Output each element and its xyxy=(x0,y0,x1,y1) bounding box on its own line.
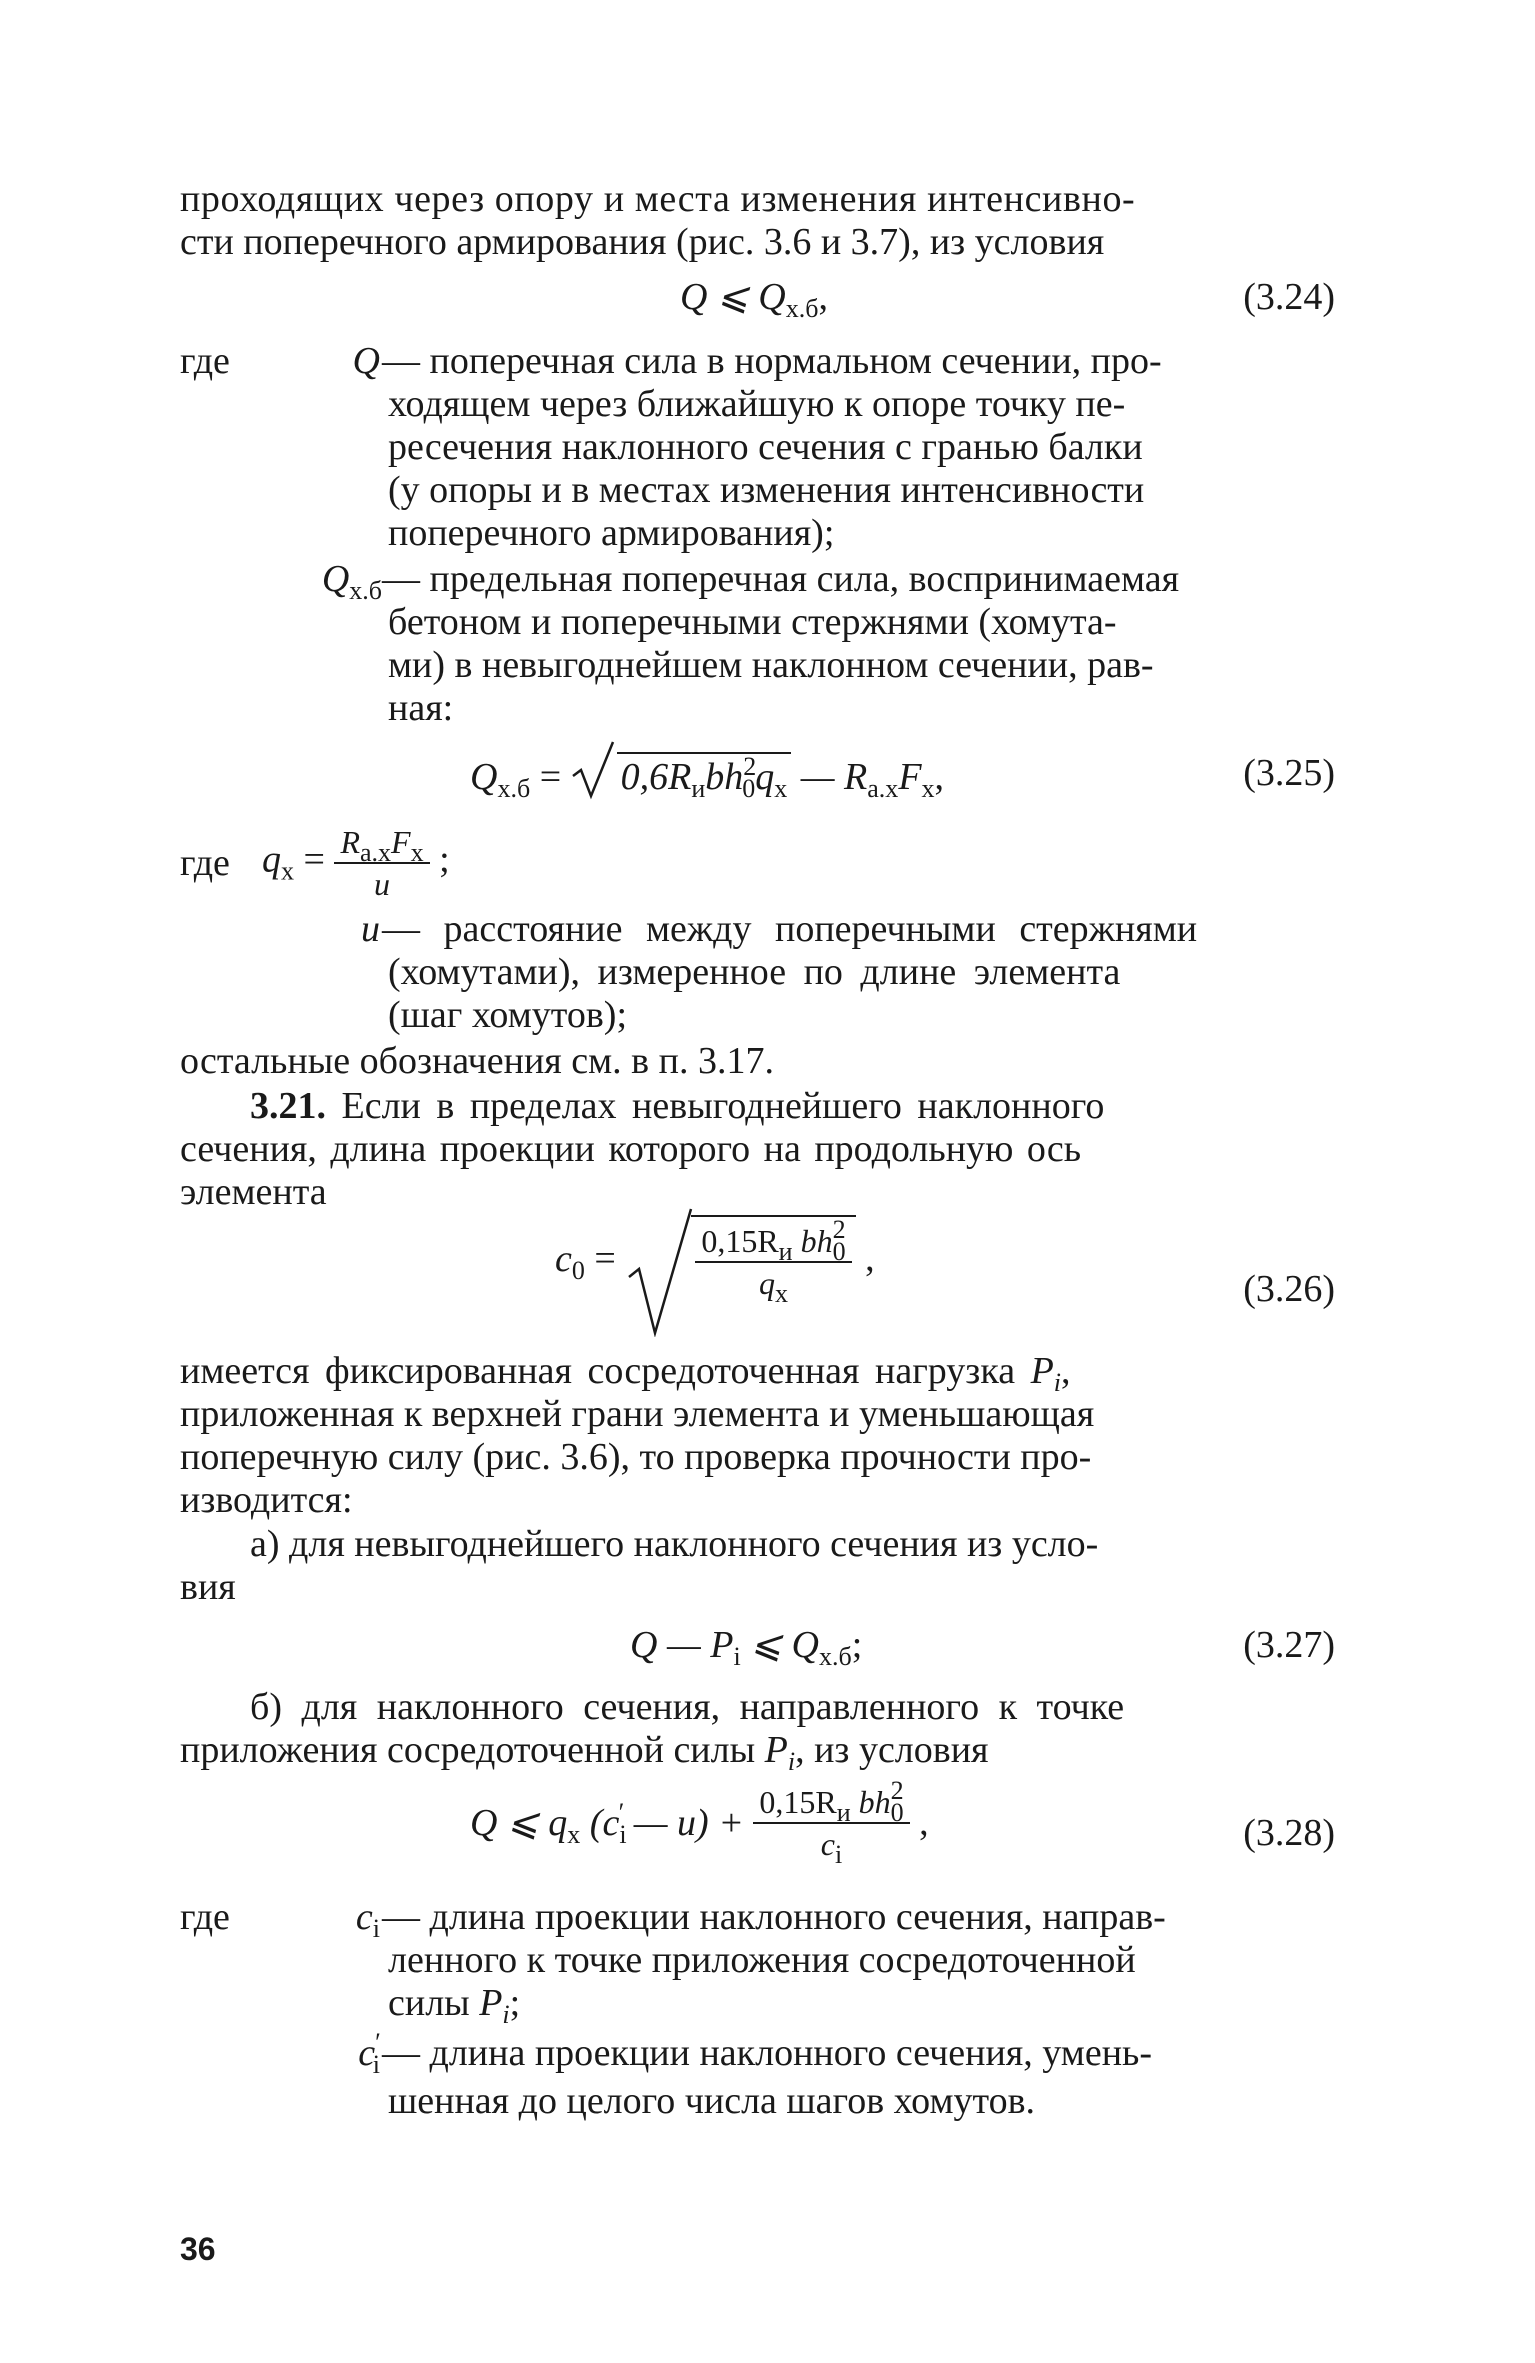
equation-3-25 xyxy=(470,752,945,803)
eq-3-27-tail: ; xyxy=(851,1624,863,1666)
eq-3-24-tail: , xyxy=(818,276,828,318)
section-3-21-number: 3.21. xyxy=(250,1085,326,1127)
eq-3-27-op: ⩽ Q xyxy=(740,1624,819,1666)
eq-3-27-lhs: Q — P xyxy=(630,1624,734,1666)
rest-notation: остальные обозначения см. в п. 3.17. xyxy=(180,1040,774,1082)
term-Qxb-sym: Q xyxy=(321,558,350,600)
para2-line-1 xyxy=(180,1350,1071,1397)
term-cpi xyxy=(250,2028,381,2079)
term-ci xyxy=(250,1896,380,1943)
eq-3-26-tail: , xyxy=(865,1237,875,1280)
qx-sym: q xyxy=(262,838,281,881)
qx-num-R-sub: а.х xyxy=(359,838,392,867)
eq-3-28-num-a: 0,15R xyxy=(759,1784,837,1820)
Qxb-desc-2: бетоном и поперечными стержнями (хомута- xyxy=(388,601,1117,643)
eq-3-25-lhs: Q xyxy=(470,756,498,798)
section-3-21-text-1: Если в пределах невыгоднейшего наклонного xyxy=(326,1085,1105,1127)
eq-3-25-rad-a: 0,6R xyxy=(620,756,692,798)
Q-desc-3: ресечения наклонного сечения с гранью балки xyxy=(388,426,1143,468)
eq-3-25-minus: — R xyxy=(800,756,868,798)
eq-3-25-rad-b: bh xyxy=(705,756,744,798)
eq-3-25-sqrt xyxy=(571,752,792,803)
para3-b2a: приложения сосредоточенной силы xyxy=(180,1729,765,1771)
eq-3-26-den-sub: х xyxy=(774,1279,788,1308)
term-cpi-sub: i xyxy=(372,2050,380,2079)
ci-P-sub: i xyxy=(502,2000,510,2029)
eq-3-28-den: c xyxy=(820,1826,835,1862)
ci-end: ; xyxy=(509,1982,521,2024)
qx-num-F-sub: х xyxy=(410,838,424,867)
ci-desc-2: ленного к точке приложения сосредоточенной xyxy=(388,1939,1136,1981)
Qxb-desc-3: ми) в невыгоднейшем наклонном сечении, рав- xyxy=(388,644,1154,686)
eq-3-25-lhs-sub: х.б xyxy=(497,774,531,803)
term-ci-sym: c xyxy=(355,1896,373,1938)
eq-3-26-num-b: bh xyxy=(800,1223,833,1259)
Q-desc-4: (у опоры и в местах изменения интенсивности xyxy=(388,469,1145,511)
qx-tail: ; xyxy=(439,838,450,881)
para2-line-1b: , xyxy=(1061,1350,1071,1392)
qx-sub: х xyxy=(281,856,294,886)
term-cpi-sym: c xyxy=(358,2032,376,2074)
para3-b2b: , из условия xyxy=(795,1729,989,1771)
section-3-21-line-2: сечения, длина проекции которого на продольную ось xyxy=(180,1128,1082,1170)
term-u: u xyxy=(361,908,380,950)
para2-item-a-1: а) для невыгоднейшего наклонного сечения из усло- xyxy=(250,1523,1099,1565)
eq-3-25-rad-c: q xyxy=(755,756,775,798)
eq-3-28-lhs: Q ⩽ q xyxy=(470,1801,568,1844)
eq-3-26-num-a: 0,15R xyxy=(701,1223,779,1259)
u-desc-2: (хомутами), измеренное по длине элемента xyxy=(388,951,1121,993)
eq-3-28-paren-sub: i xyxy=(619,1819,627,1849)
eq-3-28-den-sub: i xyxy=(834,1840,843,1869)
para2-line-3: поперечную силу (рис. 3.6), то проверка прочности про- xyxy=(180,1436,1092,1478)
radical-sign-large-icon xyxy=(625,1207,695,1337)
eq-3-27-rhs-sub: х.б xyxy=(818,1642,852,1671)
equation-number-3-25: (3.25) xyxy=(1243,752,1335,794)
Qxb-desc-4: ная: xyxy=(388,687,454,729)
section-3-21-line-1 xyxy=(250,1085,1104,1128)
para3-item-b-2 xyxy=(180,1729,989,1776)
Qxb-desc-1: — предельная поперечная сила, воспринимаемая xyxy=(382,558,1180,600)
eq-3-28-paren-tail: — u) + xyxy=(624,1801,744,1844)
term-cpi-prime: ′ xyxy=(375,2028,381,2057)
eq-3-26-sqrt xyxy=(625,1215,855,1308)
eq-3-24-sub: х.б xyxy=(785,294,819,323)
eq-3-26-den: q xyxy=(758,1265,775,1301)
para2-line-1a: имеется фиксированная сосредоточенная нагрузка xyxy=(180,1350,1031,1392)
Q-desc-5: поперечного армирования); xyxy=(388,512,835,554)
qx-num-F: F xyxy=(391,824,411,860)
section-3-21-line-3: элемента xyxy=(180,1171,327,1213)
eq-3-26-num-a-sub: и xyxy=(778,1237,793,1266)
page-number: 36 xyxy=(180,2231,216,2267)
eq-3-28-num-b-sub: 0 xyxy=(890,1798,904,1827)
term-Qxb-sub: х.б xyxy=(349,576,382,605)
eq-3-25-rad-b-sup: 2 xyxy=(743,752,757,781)
eq-3-24-lhs: Q ⩽ Q xyxy=(680,276,786,318)
ci-desc-1: — длина проекции наклонного сечения, направ- xyxy=(382,1896,1166,1938)
where-label-1: где xyxy=(180,340,230,382)
qx-equals: = xyxy=(303,838,325,881)
para2-P: P xyxy=(1030,1350,1054,1392)
ci-desc-3-text: силы xyxy=(388,1982,480,2024)
eq-3-28-paren: (c xyxy=(580,1801,620,1844)
equation-3-27 xyxy=(630,1624,863,1671)
eq-3-25-rad-b-sub: 0 xyxy=(742,774,756,803)
term-Qxb xyxy=(220,558,382,605)
eq-3-25-rad-c-sub: х xyxy=(774,774,788,803)
equation-number-3-28: (3.28) xyxy=(1243,1812,1335,1854)
intro-line-2: сти поперечного армирования (рис. 3.6 и 3.7), из условия xyxy=(180,221,1105,263)
Q-desc-2: ходящем через ближайшую к опоре точку пе- xyxy=(388,383,1126,425)
qx-den: u xyxy=(374,866,390,902)
eq-3-25-F-sub: х xyxy=(921,774,935,803)
para2-item-a-2: вия xyxy=(180,1566,236,1608)
para3-P-sub: i xyxy=(787,1747,796,1776)
cpi-desc-1: — длина проекции наклонного сечения, умень- xyxy=(382,2032,1153,2074)
eq-3-25-rad-a-sub: и xyxy=(691,774,706,803)
equation-number-3-26: (3.26) xyxy=(1243,1268,1335,1310)
eq-3-26-fraction xyxy=(695,1215,851,1308)
Q-desc-1: — поперечная сила в нормальном сечении, про- xyxy=(382,340,1162,382)
eq-3-26-num-b-sup: 2 xyxy=(832,1215,846,1244)
eq-3-26-equals: = xyxy=(594,1237,616,1280)
para3-P: P xyxy=(764,1729,788,1771)
para2-P-sub: i xyxy=(1053,1368,1062,1397)
u-desc-1: — расстояние между поперечными стержнями xyxy=(382,908,1198,950)
para2-line-2: приложенная к верхней грани элемента и уменьшающая xyxy=(180,1393,1095,1435)
eq-3-28-paren-prime: ′ xyxy=(618,1797,625,1827)
eq-3-25-equals: = xyxy=(539,756,562,798)
cpi-desc-2: шенная до целого числа шагов хомутов. xyxy=(388,2080,1036,2122)
radical-sign-icon xyxy=(571,740,615,800)
equation-3-24 xyxy=(680,276,828,323)
para3-item-b-1: б) для наклонного сечения, направленного к точке xyxy=(250,1686,1125,1728)
eq-3-25-F: F xyxy=(898,756,922,798)
qx-num-R: R xyxy=(340,824,360,860)
eq-3-28-lhs-sub: х xyxy=(567,1819,581,1849)
equation-3-28 xyxy=(470,1776,929,1869)
eq-3-25-minus-sub: а.х xyxy=(867,774,899,803)
eq-3-28-tail: , xyxy=(919,1801,929,1844)
term-ci-sub: i xyxy=(372,1914,380,1943)
eq-3-26-lhs-sub: 0 xyxy=(571,1255,585,1285)
qx-definition xyxy=(262,822,450,904)
qx-fraction xyxy=(334,822,429,904)
equation-number-3-27: (3.27) xyxy=(1243,1624,1335,1666)
equation-number-3-24: (3.24) xyxy=(1243,276,1335,318)
eq-3-25-tail: , xyxy=(934,756,945,798)
equation-3-26 xyxy=(555,1215,875,1308)
where-label-3: где xyxy=(180,1896,230,1938)
intro-line-1: проходящих через опору и места изменения интенсивно- xyxy=(180,178,1136,220)
term-Q: Q xyxy=(352,340,380,382)
eq-3-28-num-b-sup: 2 xyxy=(890,1776,904,1805)
u-desc-3: (шаг хомутов); xyxy=(388,994,628,1036)
eq-3-28-num-a-sub: и xyxy=(836,1798,851,1827)
eq-3-26-lhs: c xyxy=(555,1237,572,1280)
para2-line-4: изводится: xyxy=(180,1479,353,1521)
eq-3-27-lhs-sub: i xyxy=(733,1642,741,1671)
eq-3-26-num-b-sub: 0 xyxy=(832,1237,846,1266)
where-label-2: где xyxy=(180,842,230,884)
eq-3-28-fraction xyxy=(753,1776,909,1869)
eq-3-28-num-b: bh xyxy=(858,1784,891,1820)
ci-P: P xyxy=(479,1982,503,2024)
ci-desc-3 xyxy=(388,1982,521,2029)
